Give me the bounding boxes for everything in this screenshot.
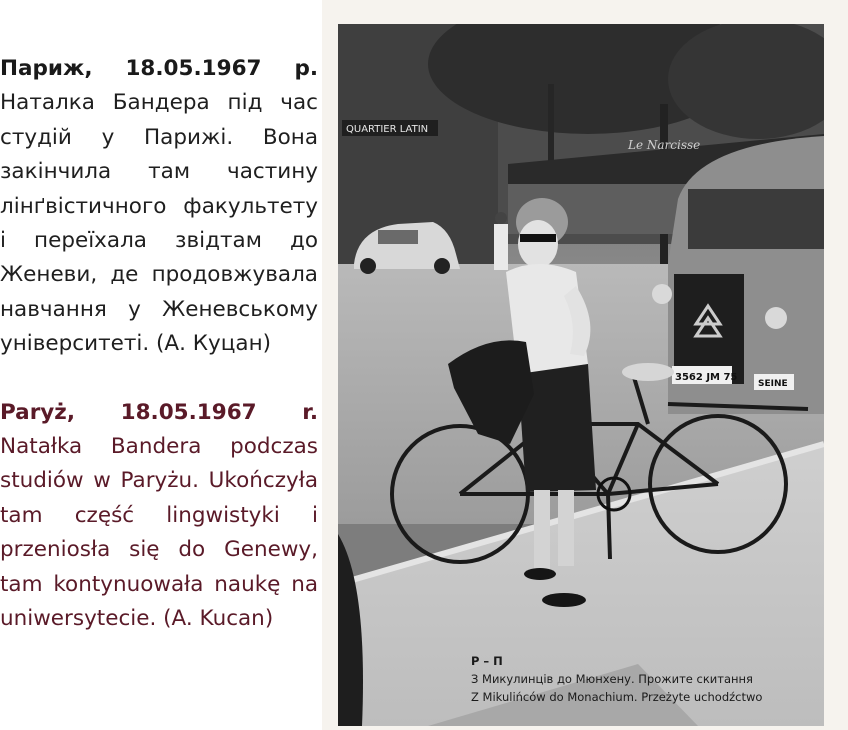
polish-heading: Paryż, 18.05.1967 r. — [0, 399, 318, 425]
photo — [338, 24, 824, 726]
bicycle-saddle — [622, 363, 674, 381]
van-headlight — [765, 307, 787, 329]
polish-paragraph — [0, 396, 318, 637]
photo-caption — [471, 652, 762, 706]
foreground-bicycle — [338, 534, 363, 726]
ukrainian-heading: Париж, 18.05.1967 р. — [0, 56, 318, 81]
pedestrian-head — [495, 212, 507, 224]
pedestrian — [494, 224, 508, 270]
ukrainian-paragraph — [0, 52, 318, 362]
car-wheel — [360, 258, 376, 274]
car-wheel — [434, 258, 450, 274]
photo-illustration — [338, 24, 824, 726]
text-column — [0, 52, 318, 637]
polish-text: Natałka Bandera podczas studiów w Paryżu. Ukończyła tam część lingwistyki i przeniosła się do Genewy, tam kontynuowała naukę na uniwersytecie. (A. Kucan) — [0, 434, 318, 632]
quartier-sign: QUARTIER LATIN — [346, 124, 429, 135]
car-window — [378, 230, 418, 244]
license-plate-text: 3562 JM 75 — [675, 372, 738, 383]
caption-line-polish: Z Mikulińców do Monachium. Przeżyte uchodźctwo — [471, 690, 763, 704]
van-windshield — [688, 189, 824, 249]
caption-line-ukrainian: З Микулинців до Мюнхену. Прожите скитання — [471, 672, 753, 686]
cafe-sign: Le Narcisse — [628, 138, 701, 152]
van-headlight — [652, 284, 672, 304]
seine-text: SEINE — [758, 379, 788, 389]
ukrainian-text: Наталка Бандера під час студій у Парижі. Вона закінчила там частину лінґвістичного факультету і переїхала звідтам до Женеви, де продовжувала навчання у Женевському університеті. (А. Куцан) — [0, 90, 318, 357]
caption-heading: Р – П — [471, 654, 503, 668]
